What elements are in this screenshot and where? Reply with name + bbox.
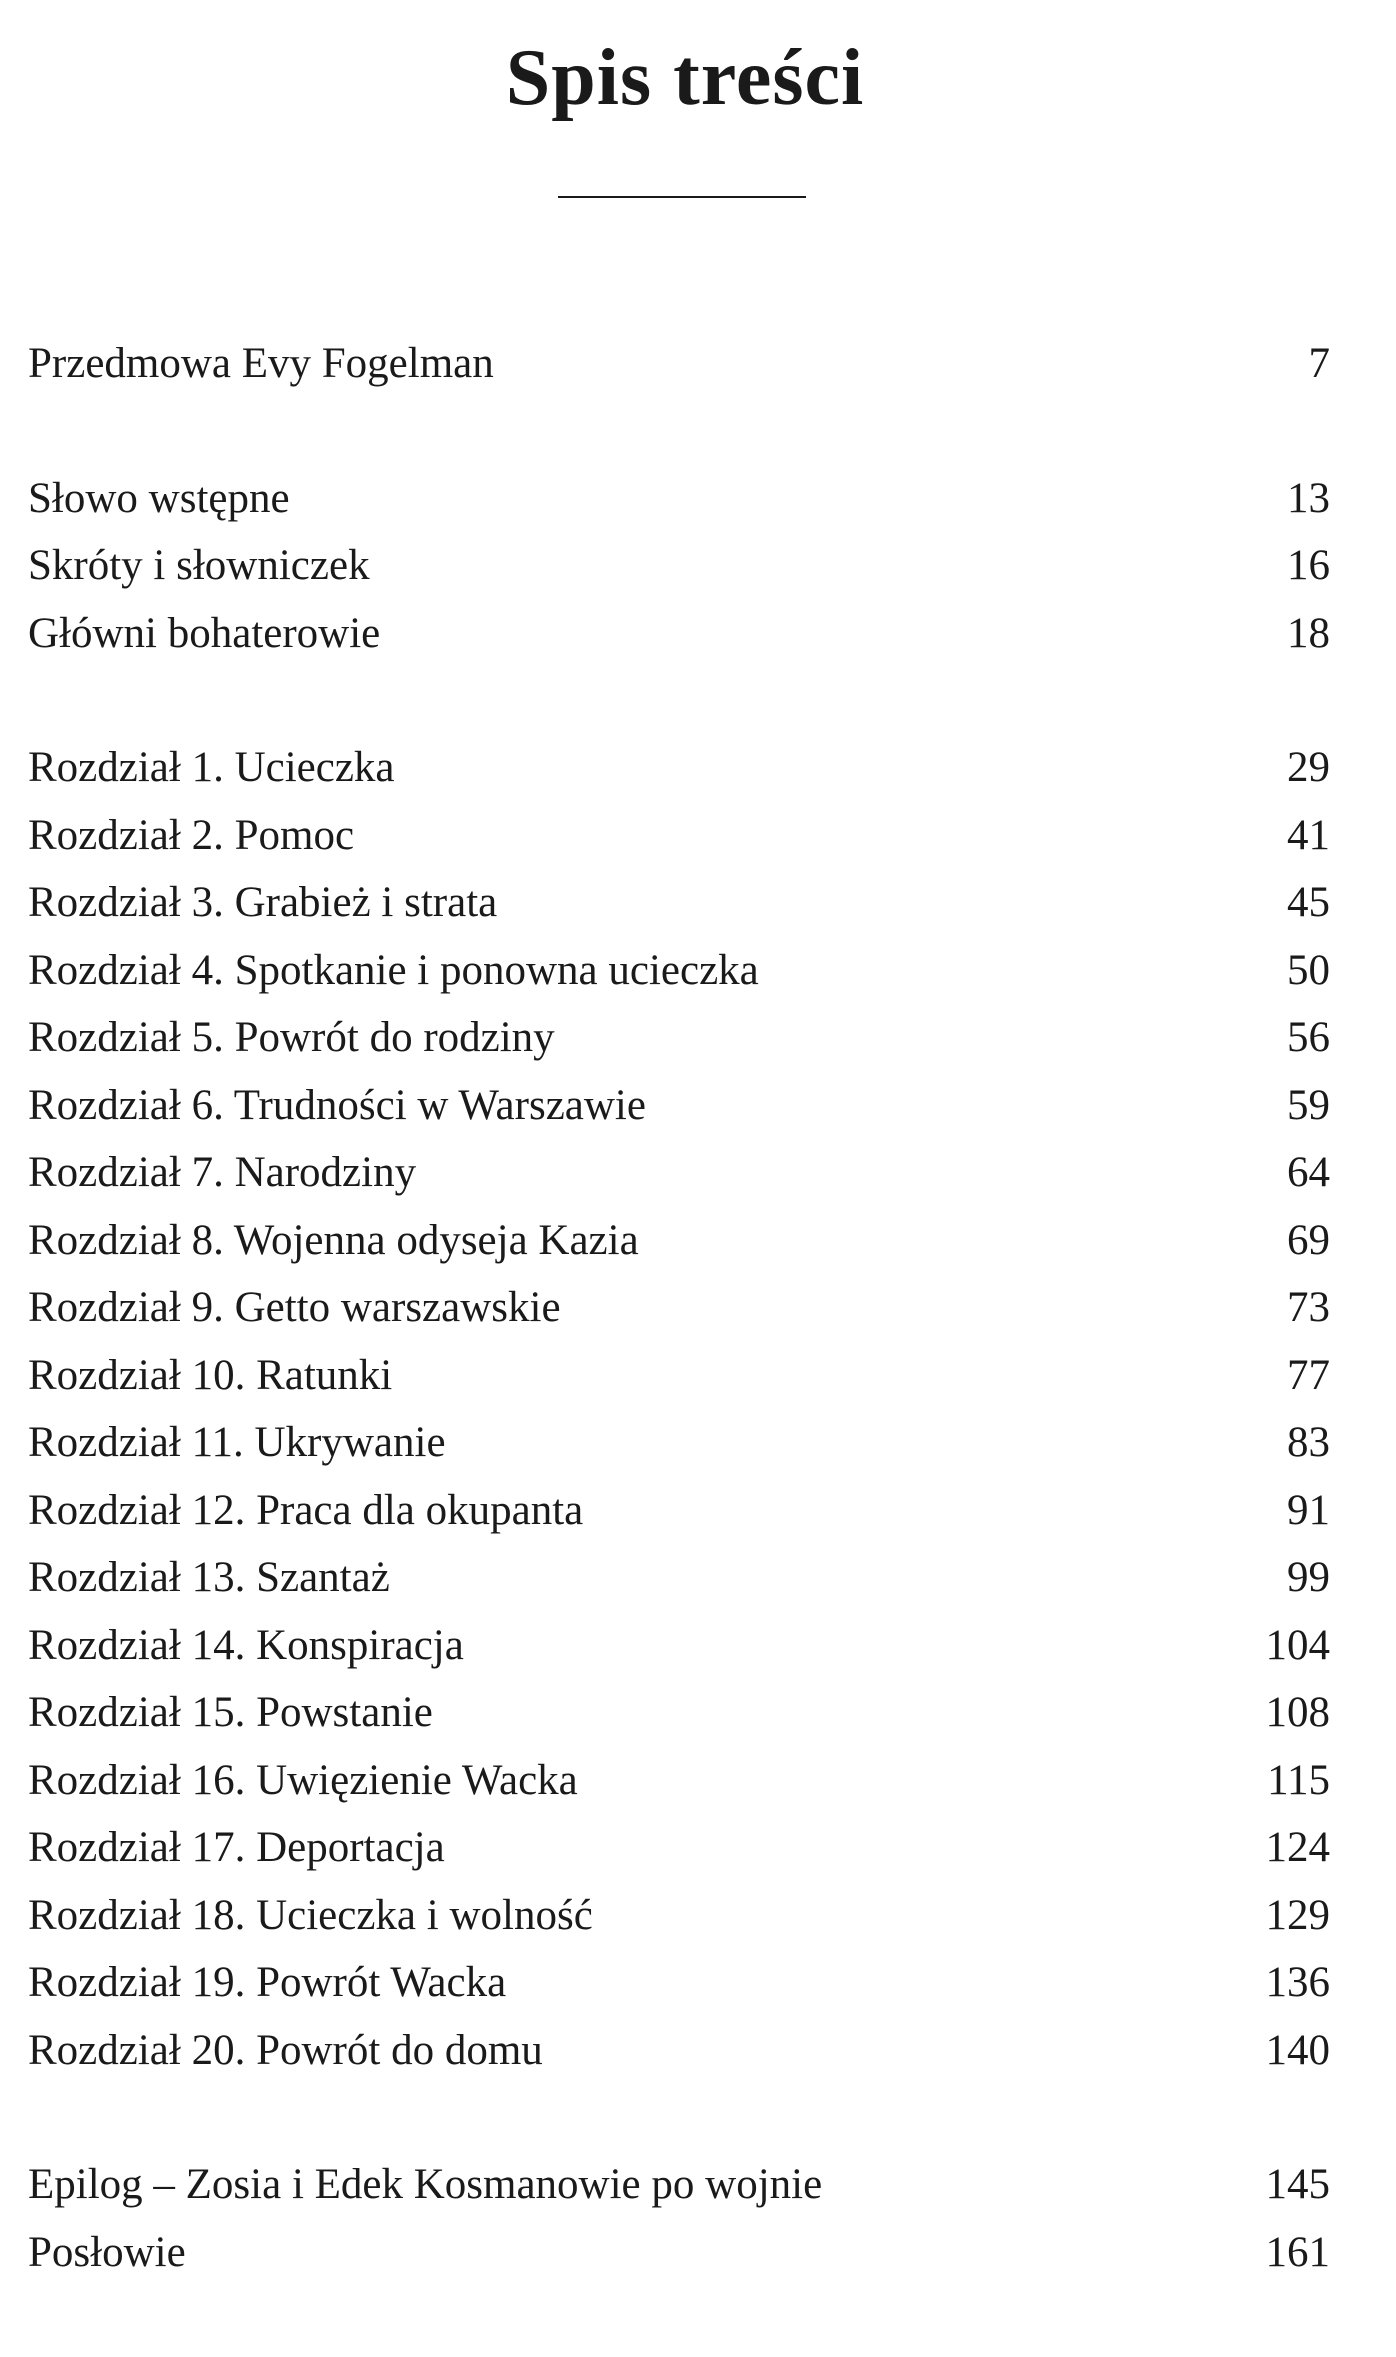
toc-entry-title: Słowo wstępne bbox=[28, 474, 290, 522]
toc-entry-page-number: 140 bbox=[1265, 2026, 1330, 2074]
toc-entry-title: Rozdział 10. Ratunki bbox=[28, 1351, 393, 1399]
toc-group bbox=[28, 2151, 1330, 2286]
toc-entry-page-number: 161 bbox=[1265, 2228, 1330, 2276]
toc-entry-page-number: 99 bbox=[1287, 1554, 1330, 1601]
toc-entry bbox=[28, 465, 1330, 533]
title-divider bbox=[558, 196, 806, 198]
toc-entry-page-number: 41 bbox=[1287, 811, 1330, 859]
toc-entry-title: Rozdział 20. Powrót do domu bbox=[28, 2026, 543, 2074]
toc-entry-title: Rozdział 2. Pomoc bbox=[28, 811, 355, 859]
toc-entry-page-number: 50 bbox=[1287, 946, 1330, 994]
toc-entry bbox=[28, 330, 1330, 398]
toc-entry-title: Rozdział 16. Uwięzienie Wacka bbox=[28, 1756, 578, 1804]
toc-entry-page-number: 69 bbox=[1287, 1216, 1330, 1264]
page-title: Spis treści bbox=[505, 34, 865, 122]
toc-entry-title: Epilog – Zosia i Edek Kosmanowie po wojnie bbox=[28, 2161, 823, 2208]
toc-entry bbox=[28, 2017, 1330, 2085]
toc-entry bbox=[28, 1477, 1330, 1545]
toc-entry bbox=[28, 1882, 1330, 1950]
toc-entry-page-number: 7 bbox=[1308, 340, 1330, 387]
toc-entry bbox=[28, 2219, 1330, 2287]
toc-group bbox=[28, 734, 1330, 2084]
toc-entry-title: Rozdział 3. Grabież i strata bbox=[28, 879, 498, 926]
toc-entry-page-number: 108 bbox=[1265, 1689, 1330, 1736]
toc-entry bbox=[28, 1139, 1330, 1207]
toc-entry-title: Rozdział 1. Ucieczka bbox=[28, 744, 395, 791]
toc-group bbox=[28, 330, 1330, 398]
toc-entry bbox=[28, 2151, 1330, 2219]
toc-entry bbox=[28, 600, 1330, 668]
toc-entry-title: Rozdział 12. Praca dla okupanta bbox=[28, 1486, 584, 1534]
toc-entry bbox=[28, 937, 1330, 1005]
toc-entry-title: Rozdział 7. Narodziny bbox=[28, 1149, 417, 1196]
toc-entry-title: Przedmowa Evy Fogelman bbox=[28, 340, 494, 387]
toc-entry-title: Rozdział 15. Powstanie bbox=[28, 1689, 433, 1736]
toc-entry-page-number: 29 bbox=[1287, 744, 1330, 791]
toc-entry-title: Rozdział 19. Powrót Wacka bbox=[28, 1959, 507, 2006]
toc-entry-page-number: 56 bbox=[1287, 1014, 1330, 1061]
toc-entry-page-number: 64 bbox=[1287, 1149, 1330, 1196]
toc-entry-title: Rozdział 5. Powrót do rodziny bbox=[28, 1014, 555, 1061]
toc-entry-page-number: 145 bbox=[1265, 2161, 1330, 2208]
toc-entry-title: Główni bohaterowie bbox=[28, 609, 381, 657]
toc-entry-page-number: 124 bbox=[1265, 1824, 1330, 1871]
toc-entry bbox=[28, 1004, 1330, 1072]
toc-entry-title: Rozdział 18. Ucieczka i wolność bbox=[28, 1891, 593, 1939]
toc-entry-page-number: 45 bbox=[1287, 879, 1330, 926]
toc-entry bbox=[28, 532, 1330, 600]
toc-entry-title: Rozdział 9. Getto warszawskie bbox=[28, 1284, 561, 1331]
toc-entry-title: Rozdział 17. Deportacja bbox=[28, 1824, 445, 1871]
toc-entry-page-number: 77 bbox=[1287, 1351, 1330, 1399]
toc-entry-page-number: 136 bbox=[1265, 1959, 1330, 2006]
toc-entry-page-number: 16 bbox=[1287, 542, 1330, 589]
toc-entry bbox=[28, 1679, 1330, 1747]
toc-entry bbox=[28, 1949, 1330, 2017]
toc-entry bbox=[28, 802, 1330, 870]
toc-entry bbox=[28, 1207, 1330, 1275]
toc-entry-page-number: 13 bbox=[1287, 474, 1330, 522]
toc-entry-title: Skróty i słowniczek bbox=[28, 542, 370, 589]
toc-entry bbox=[28, 1342, 1330, 1410]
table-of-contents bbox=[28, 330, 1330, 2353]
toc-group bbox=[28, 465, 1330, 668]
toc-entry bbox=[28, 1612, 1330, 1680]
toc-entry-title: Rozdział 13. Szantaż bbox=[28, 1554, 390, 1601]
toc-entry-page-number: 18 bbox=[1287, 609, 1330, 657]
toc-entry-title: Rozdział 8. Wojenna odyseja Kazia bbox=[28, 1216, 639, 1264]
toc-entry-title: Rozdział 14. Konspiracja bbox=[28, 1621, 464, 1669]
toc-entry-page-number: 115 bbox=[1267, 1756, 1330, 1804]
toc-entry-title: Posłowie bbox=[28, 2228, 186, 2276]
toc-entry bbox=[28, 734, 1330, 802]
toc-entry bbox=[28, 1747, 1330, 1815]
toc-entry-title: Rozdział 11. Ukrywanie bbox=[28, 1419, 446, 1466]
toc-entry-page-number: 59 bbox=[1287, 1081, 1330, 1129]
toc-entry-title: Rozdział 4. Spotkanie i ponowna ucieczka bbox=[28, 946, 759, 994]
toc-entry bbox=[28, 869, 1330, 937]
toc-entry-page-number: 91 bbox=[1287, 1486, 1330, 1534]
toc-entry-page-number: 104 bbox=[1265, 1621, 1330, 1669]
toc-entry-page-number: 129 bbox=[1265, 1891, 1330, 1939]
toc-entry bbox=[28, 1814, 1330, 1882]
toc-entry bbox=[28, 1072, 1330, 1140]
toc-entry-page-number: 73 bbox=[1287, 1284, 1330, 1331]
toc-entry-title: Rozdział 6. Trudności w Warszawie bbox=[28, 1081, 646, 1129]
toc-entry bbox=[28, 1544, 1330, 1612]
toc-entry bbox=[28, 1409, 1330, 1477]
toc-entry bbox=[28, 1274, 1330, 1342]
toc-entry-page-number: 83 bbox=[1287, 1419, 1330, 1466]
